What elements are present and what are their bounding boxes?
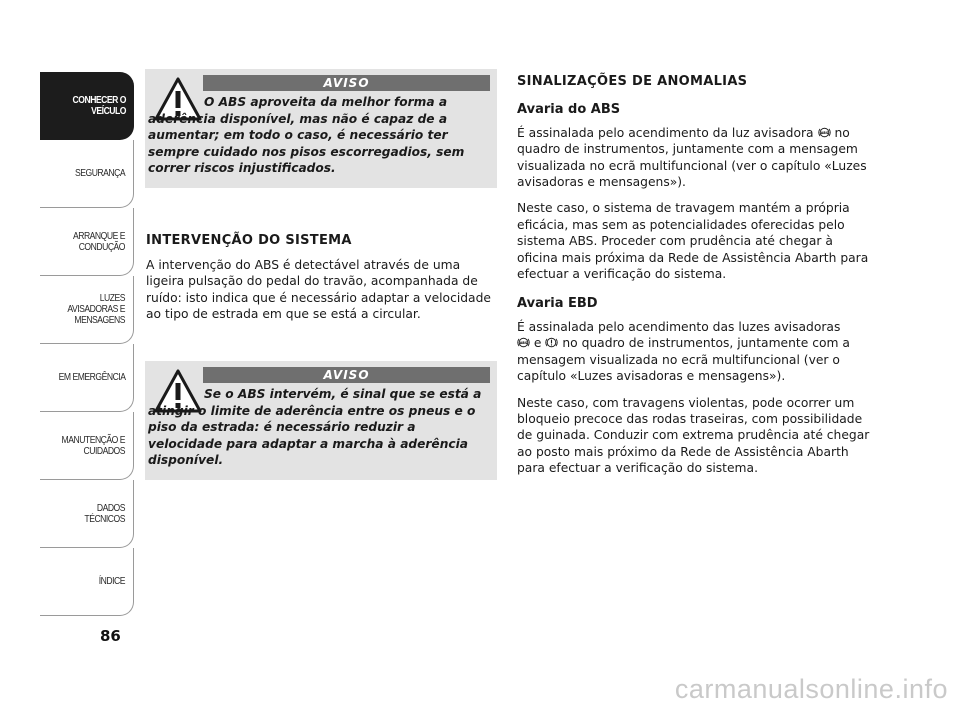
brake-warning-light-icon xyxy=(545,336,558,349)
warning-box xyxy=(145,361,497,480)
chapter-tabs xyxy=(40,72,134,616)
tab-manutencao[interactable] xyxy=(40,412,134,480)
abs-subtitle: Avaria do ABS xyxy=(517,102,621,118)
tab-label: LUZES AVISADORAS E MENSAGENS xyxy=(67,292,125,326)
tab-label: DADOS TÉCNICOS xyxy=(84,501,125,525)
tab-label: CONHECER O VEÍCULO xyxy=(72,94,126,117)
svg-text:ABS: ABS xyxy=(519,341,528,346)
tab-arranque-e-conducao[interactable] xyxy=(40,208,134,276)
tab-indice[interactable] xyxy=(40,548,134,616)
section-title: INTERVENÇÃO DO SISTEMA xyxy=(146,233,352,248)
text: É assinalada pelo acendimento da luz avisadora xyxy=(517,125,814,140)
tab-conhecer-o-veiculo[interactable] xyxy=(40,72,134,140)
tab-label: EM EMERGÊNCIA xyxy=(58,371,125,383)
ebd-subtitle: Avaria EBD xyxy=(517,296,598,312)
warning-text: O ABS aproveita da melhor forma a aderência disponível, mas não é capaz de a aumentar; em todo o caso, é necessário ter sempre cuidado nos pisos escorregadios, sem correr riscos injustificados. xyxy=(148,95,465,175)
warning-heading: AVISO xyxy=(203,367,490,383)
abs-paragraph-1 xyxy=(517,125,873,191)
tab-luzes-avisadoras[interactable] xyxy=(40,276,134,344)
tab-label: ARRANQUE E CONDUÇÃO xyxy=(72,229,125,253)
tab-label: SEGURANÇA xyxy=(74,167,125,179)
abs-warning-light-icon xyxy=(818,126,831,139)
ebd-paragraph-1 xyxy=(517,319,873,385)
warning-heading: AVISO xyxy=(203,75,490,91)
text: no quadro de instrumentos, juntamente com a mensagem visualizada no ecrã multifuncional (ver o capítulo «Luzes avisadoras e mensagens»). xyxy=(517,125,867,190)
tab-dados-tecnicos[interactable] xyxy=(40,480,134,548)
page-number: 86 xyxy=(100,627,121,645)
watermark: carmanualsonline.info xyxy=(674,674,948,704)
section-title: SINALIZAÇÕES DE ANOMALIAS xyxy=(517,74,748,89)
intervention-text: A intervenção do ABS é detectável através de uma ligeira pulsação do pedal do travão, acompanhada de ruído: isto indica que é necessário adaptar a velocidade ao tipo de estrada em que se está a circular. xyxy=(146,258,491,322)
text: e xyxy=(533,336,542,351)
tab-label: ÍNDICE xyxy=(98,575,125,587)
ebd-paragraph-2: Neste caso, com travagens violentas, pode ocorrer um bloqueio precoce das rodas traseiras, com possibilidade de guinada. Conduzir com extrema prudência até chegar ao posto mais próximo da Rede de Assistência Abarth para efectuar a verificação do sistema. xyxy=(517,395,870,476)
anomalies-section xyxy=(517,74,873,487)
warning-text: Se o ABS intervém, é sinal que se está a atingir o limite de aderência entre os pneus e o piso da estrada: é necessário reduzir a velocidade para adaptar a marcha à aderência disponível. xyxy=(148,387,482,467)
tab-seguranca[interactable] xyxy=(40,140,134,208)
abs-warning-light-icon xyxy=(517,336,530,349)
text: no quadro de instrumentos, juntamente com a mensagem visualizada no ecrã multifuncional (ver o capítulo «Luzes avisadoras e mensagens»). xyxy=(517,336,850,384)
tab-em-emergencia[interactable] xyxy=(40,344,134,412)
abs-paragraph-2: Neste caso, o sistema de travagem mantém a própria eficácia, mas sem as potencialidades oferecidas pelo sistema ABS. Proceder com prudência até chegar à oficina mais próxima da Rede de Assistência Abarth para efectuar a verificação do sistema. xyxy=(517,201,869,282)
tab-label: MANUTENÇÃO E CUIDADOS xyxy=(61,433,125,457)
warning-box xyxy=(145,69,497,188)
text: É assinalada pelo acendimento das luzes avisadoras xyxy=(517,319,841,334)
svg-text:ABS: ABS xyxy=(820,130,828,135)
